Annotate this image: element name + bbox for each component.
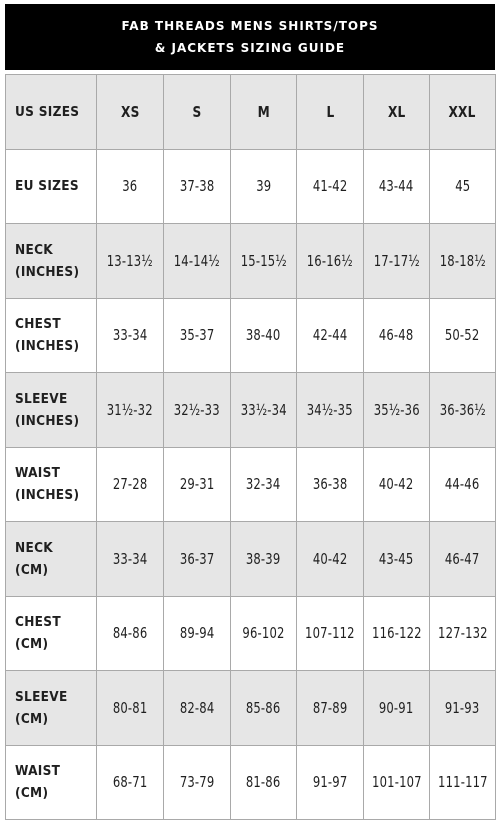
size-value: 37-38 (179, 177, 215, 196)
size-cell (430, 373, 496, 448)
size-cell (231, 671, 297, 746)
size-column-text: S (192, 102, 202, 121)
size-cell (231, 522, 297, 597)
table-row (6, 745, 496, 820)
size-value: 111-117 (437, 773, 488, 792)
size-cell (164, 522, 231, 597)
size-cell (164, 447, 231, 522)
size-cell (364, 522, 430, 597)
size-cell (297, 671, 364, 746)
size-value: 33-34 (112, 549, 148, 568)
size-value: 36 (122, 177, 138, 196)
table-row (6, 149, 496, 224)
size-cell (430, 596, 496, 671)
size-value: 32½-33 (173, 400, 221, 419)
size-value: 38-39 (246, 549, 281, 568)
row-label-text: (INCHES) (15, 487, 80, 504)
size-cell (164, 596, 231, 671)
size-cell (297, 447, 364, 522)
size-value: 89-94 (179, 624, 215, 643)
table-row (6, 298, 496, 373)
size-cell (164, 671, 231, 746)
row-label-text: (INCHES) (15, 338, 80, 355)
size-column-header (297, 75, 364, 150)
size-cell (97, 671, 164, 746)
size-value: 82-84 (179, 698, 215, 717)
size-value: 50-52 (445, 326, 480, 345)
row-label-text: NECK (15, 539, 53, 556)
title-line-2: & JACKETS SIZING GUIDE (154, 41, 346, 55)
table-row (6, 447, 496, 522)
size-cell (231, 596, 297, 671)
size-cell (164, 298, 231, 373)
table-row (6, 671, 496, 746)
row-label-text: (INCHES) (15, 263, 80, 280)
size-cell (231, 447, 297, 522)
size-cell (164, 745, 231, 820)
row-label-text: WAIST (15, 763, 61, 780)
size-value: 36-38 (312, 475, 348, 494)
size-value: 96-102 (242, 624, 285, 643)
size-column-text: L (326, 102, 334, 121)
size-value: 80-81 (112, 698, 148, 717)
size-column-text: M (257, 102, 270, 121)
size-value: 33½-34 (240, 400, 287, 419)
size-value: 35-37 (179, 326, 215, 345)
size-cell (231, 149, 297, 224)
row-label (6, 149, 97, 224)
row-label-text: (CM) (15, 710, 49, 727)
size-value: 32-34 (246, 475, 281, 494)
size-cell (364, 373, 430, 448)
row-label-text: (CM) (15, 636, 49, 653)
size-value: 40-42 (312, 549, 348, 568)
size-cell (297, 596, 364, 671)
size-cell (364, 596, 430, 671)
row-label-text: SLEEVE (15, 688, 68, 705)
size-column-header (430, 75, 496, 150)
size-cell (164, 224, 231, 299)
size-value: 107-112 (305, 624, 355, 643)
size-value: 15-15½ (240, 251, 287, 270)
size-value: 101-107 (371, 773, 422, 792)
size-cell (297, 298, 364, 373)
size-cell (97, 298, 164, 373)
row-label (6, 373, 97, 448)
size-value: 45 (454, 177, 471, 196)
size-value: 16-16½ (306, 251, 354, 270)
size-value: 34½-35 (306, 400, 354, 419)
row-label-text: NECK (15, 241, 53, 258)
size-value: 14-14½ (173, 251, 221, 270)
size-column-header (164, 75, 231, 150)
size-cell (430, 149, 496, 224)
size-cell (297, 745, 364, 820)
row-label (6, 596, 97, 671)
size-cell (430, 745, 496, 820)
size-value: 73-79 (179, 773, 215, 792)
size-column-text: XXL (448, 102, 476, 121)
size-value: 91-97 (312, 773, 348, 792)
size-value: 13-13½ (106, 251, 154, 270)
size-value: 46-47 (445, 549, 480, 568)
size-value: 29-31 (179, 475, 215, 494)
size-value: 39 (255, 177, 272, 196)
row-label-text: (CM) (15, 561, 49, 578)
size-cell (364, 671, 430, 746)
row-label-text: CHEST (15, 316, 61, 333)
size-cell (97, 745, 164, 820)
size-cell (430, 224, 496, 299)
table-row (6, 522, 496, 597)
size-cell (97, 149, 164, 224)
size-cell (231, 373, 297, 448)
row-label-text: (CM) (15, 785, 49, 802)
table-body (6, 75, 496, 820)
size-value: 18-18½ (439, 251, 486, 270)
size-cell (430, 522, 496, 597)
size-column-header (231, 75, 297, 150)
size-value: 91-93 (445, 698, 480, 717)
size-value: 35½-36 (373, 400, 420, 419)
size-cell (297, 149, 364, 224)
size-cell (231, 224, 297, 299)
size-table (5, 74, 496, 820)
size-value: 46-48 (379, 326, 414, 345)
header-label-text: US SIZES (15, 103, 80, 120)
size-value: 44-46 (445, 475, 480, 494)
size-cell (364, 149, 430, 224)
table-row (6, 596, 496, 671)
size-cell (297, 522, 364, 597)
size-value: 27-28 (112, 475, 148, 494)
size-value: 42-44 (312, 326, 348, 345)
title-line-1: FAB THREADS MENS SHIRTS/TOPS (121, 19, 379, 33)
size-cell (97, 522, 164, 597)
size-value: 43-44 (379, 177, 414, 196)
row-label-text: (INCHES) (15, 412, 80, 429)
row-label-text: CHEST (15, 614, 61, 631)
size-value: 36-37 (179, 549, 215, 568)
table-row (6, 224, 496, 299)
size-cell (164, 373, 231, 448)
size-cell (364, 745, 430, 820)
size-cell (231, 298, 297, 373)
size-value: 90-91 (379, 698, 414, 717)
size-value: 41-42 (312, 177, 348, 196)
size-column-text: XL (387, 102, 406, 121)
size-cell (297, 224, 364, 299)
row-label (6, 224, 97, 299)
size-value: 84-86 (112, 624, 148, 643)
size-value: 31½-32 (106, 400, 154, 419)
size-cell (364, 298, 430, 373)
size-column-header (364, 75, 430, 150)
size-cell (97, 447, 164, 522)
size-value: 85-86 (246, 698, 281, 717)
header-row (6, 75, 496, 150)
row-label (6, 447, 97, 522)
size-cell (430, 671, 496, 746)
size-cell (97, 373, 164, 448)
header-label (6, 75, 97, 150)
row-label (6, 671, 97, 746)
size-value: 38-40 (246, 326, 281, 345)
size-value: 116-122 (371, 624, 422, 643)
row-label-text: SLEEVE (15, 390, 68, 407)
title-banner (5, 4, 495, 70)
size-cell (364, 447, 430, 522)
size-cell (97, 224, 164, 299)
row-label (6, 522, 97, 597)
size-value: 40-42 (379, 475, 414, 494)
size-value: 17-17½ (373, 251, 420, 270)
row-label-text: EU SIZES (15, 178, 79, 195)
size-cell (430, 298, 496, 373)
size-value: 43-45 (379, 549, 414, 568)
row-label-text: WAIST (15, 465, 61, 482)
size-cell (231, 745, 297, 820)
size-value: 87-89 (312, 698, 348, 717)
size-value: 68-71 (112, 773, 148, 792)
size-value: 33-34 (112, 326, 148, 345)
size-cell (430, 447, 496, 522)
size-cell (164, 149, 231, 224)
row-label (6, 298, 97, 373)
size-cell (364, 224, 430, 299)
size-cell (97, 596, 164, 671)
row-label (6, 745, 97, 820)
table-row (6, 373, 496, 448)
size-value: 36-36½ (439, 400, 486, 419)
size-column-header (97, 75, 164, 150)
size-column-text: XS (120, 102, 140, 121)
size-cell (297, 373, 364, 448)
size-value: 81-86 (246, 773, 281, 792)
size-value: 127-132 (437, 624, 488, 643)
